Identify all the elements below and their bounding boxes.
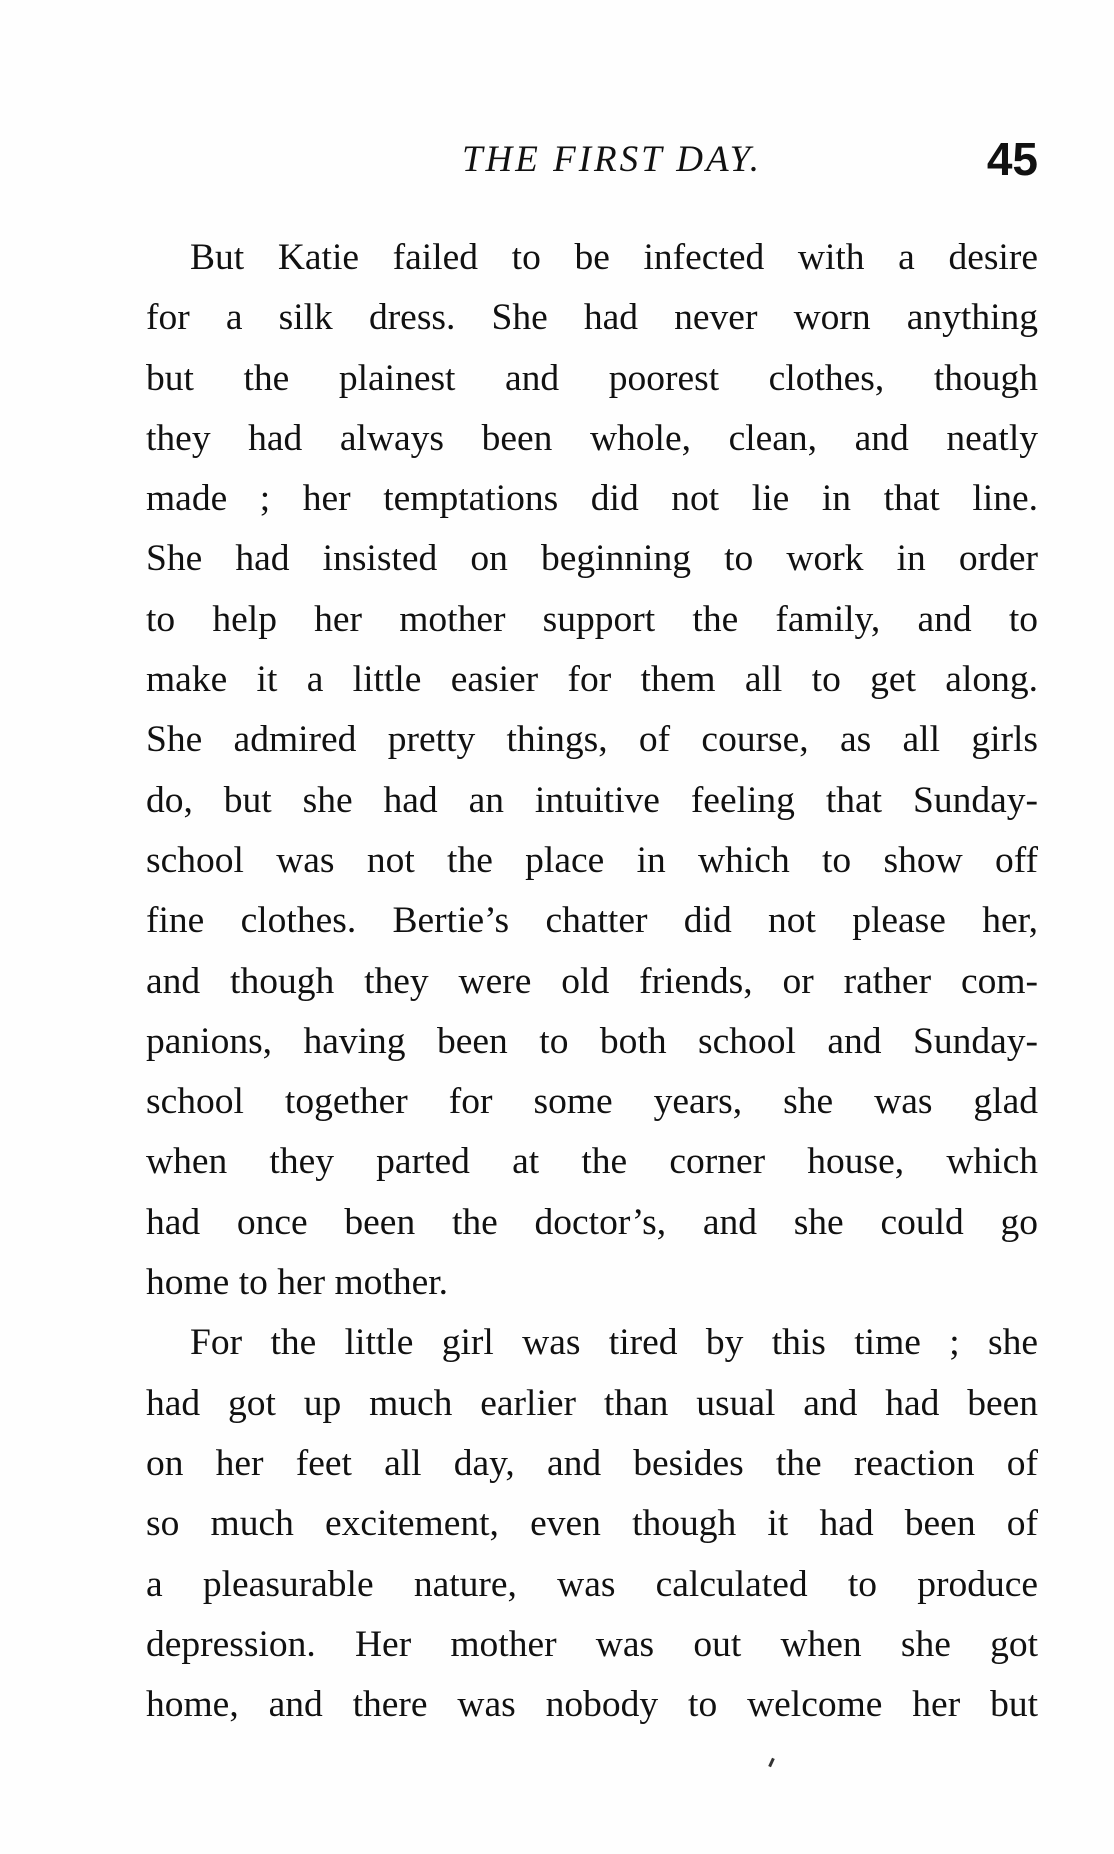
text-line: they had always been whole, clean, and neatly <box>146 417 1038 459</box>
text-line: But Katie failed to be infected with a desire <box>190 237 1038 278</box>
text-line: home, and there was nobody to welcome her but <box>146 1684 1038 1726</box>
text-line: on her feet all day, and besides the reaction of <box>146 1442 1038 1484</box>
text-line: depression. Her mother was out when she got <box>146 1623 1038 1665</box>
text-line: so much excitement, even though it had been of <box>146 1503 1038 1545</box>
text-line: She admired pretty things, of course, as all girls <box>146 719 1038 761</box>
text-line: a pleasurable nature, was calculated to produce <box>146 1563 1038 1605</box>
body-text <box>146 228 1038 1735</box>
text-line: had got up much earlier than usual and had been <box>146 1382 1038 1424</box>
running-title: THE FIRST DAY. <box>461 139 763 180</box>
text-line: and though they were old friends, or rather com- <box>146 960 1038 1002</box>
text-line: do, but she had an intuitive feeling that Sunday- <box>146 779 1038 821</box>
text-line: home to her mother. <box>146 1262 449 1304</box>
text-line: She had insisted on beginning to work in order <box>146 538 1038 580</box>
stray-mark <box>768 1758 775 1767</box>
text-line: fine clothes. Bertie’s chatter did not please her, <box>146 900 1038 942</box>
text-line: made ; her temptations did not lie in that line. <box>146 478 1038 520</box>
paragraph-1 <box>146 228 1038 1313</box>
text-line: when they parted at the corner house, which <box>146 1141 1038 1183</box>
page-number: 45 <box>986 133 1038 185</box>
text-line: school was not the place in which to show off <box>146 839 1038 881</box>
text-line: had once been the doctor’s, and she could go <box>146 1201 1038 1243</box>
text-line: for a silk dress. She had never worn anything <box>146 297 1038 339</box>
text-line: For the little girl was tired by this time ; she <box>190 1322 1038 1364</box>
text-line: make it a little easier for them all to get along. <box>146 659 1038 701</box>
text-line: but the plainest and poorest clothes, though <box>146 357 1038 399</box>
text-line: panions, having been to both school and Sunday- <box>146 1020 1038 1062</box>
paragraph-2 <box>146 1313 1038 1735</box>
text-line: to help her mother support the family, and to <box>146 598 1038 640</box>
text-line: school together for some years, she was glad <box>146 1081 1038 1123</box>
running-head <box>146 132 1038 192</box>
